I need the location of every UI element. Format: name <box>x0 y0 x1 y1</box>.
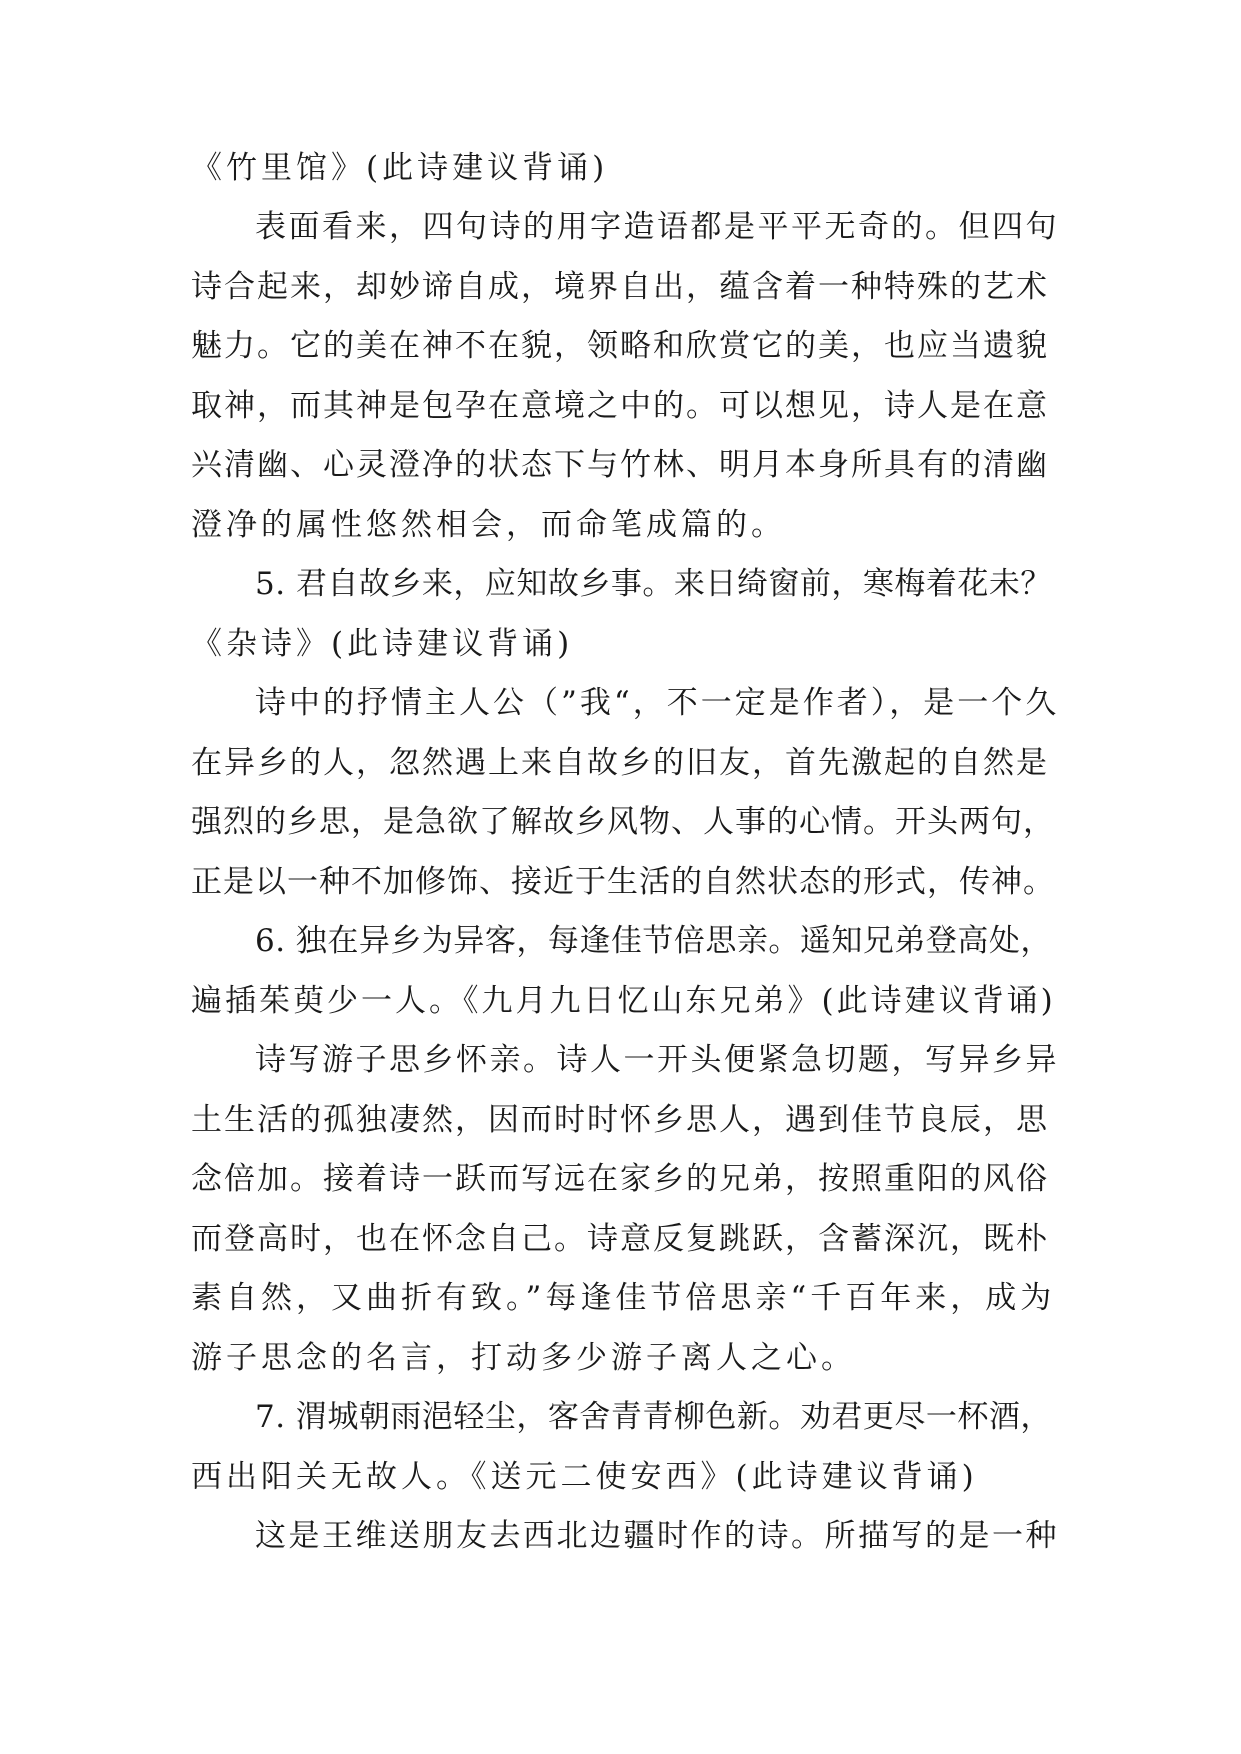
text-line-5: 取神，而其神是包孕在意境之中的。可以想见，诗人是在意 <box>191 388 1049 424</box>
text-line-22: 7. 渭城朝雨浥轻尘，客舍青青柳色新。劝君更尽一杯酒， <box>255 1399 1052 1435</box>
text-line-3: 诗合起来，却妙谛自成，境界自出，蕴含着一种特殊的艺术 <box>191 269 1049 305</box>
text-line-23: 西出阳关无故人。《送元二使安西》(此诗建议背诵) <box>191 1459 978 1495</box>
text-line-21: 游子思念的名言，打动多少游子离人之心。 <box>191 1340 856 1376</box>
text-line-16: 诗写游子思乡怀亲。诗人一开头便紧急切题，写异乡异 <box>255 1042 1059 1078</box>
text-line-12: 强烈的乡思，是急欲了解故乡风物、人事的心情。开头两句， <box>191 804 1055 840</box>
text-line-1: 《竹里馆》(此诗建议背诵) <box>191 150 609 186</box>
text-line-4: 魅力。它的美在神不在貌，领略和欣赏它的美，也应当遗貌 <box>191 328 1049 364</box>
text-line-13: 正是以一种不加修饰、接近于生活的自然状态的形式，传神。 <box>191 864 1055 900</box>
text-line-14: 6. 独在异乡为异客，每逢佳节倍思亲。遥知兄弟登高处， <box>255 923 1052 959</box>
text-line-15: 遍插茱萸少一人。《九月九日忆山东兄弟》(此诗建议背诵) <box>191 983 1056 1019</box>
text-line-24: 这是王维送朋友去西北边疆时作的诗。所描写的是一种 <box>255 1518 1059 1554</box>
text-line-8: 5. 君自故乡来，应知故乡事。来日绮窗前，寒梅着花未？ <box>255 566 1052 602</box>
text-line-18: 念倍加。接着诗一跃而写远在家乡的兄弟，按照重阳的风俗 <box>191 1161 1049 1197</box>
text-line-20: 素自然，又曲折有致。”每逢佳节倍思亲“千百年来，成为 <box>191 1280 1056 1316</box>
text-line-9: 《杂诗》(此诗建议背诵) <box>191 626 574 662</box>
text-line-17: 土生活的孤独凄然，因而时时怀乡思人，遇到佳节良辰，思 <box>191 1102 1049 1138</box>
text-line-19: 而登高时，也在怀念自己。诗意反复跳跃，含蓄深沉，既朴 <box>191 1221 1049 1257</box>
text-line-11: 在异乡的人，忽然遇上来自故乡的旧友，首先激起的自然是 <box>191 745 1049 781</box>
text-line-10: 诗中的抒情主人公（”我“，不一定是作者），是一个久 <box>255 685 1060 721</box>
text-line-2: 表面看来，四句诗的用字造语都是平平无奇的。但四句 <box>255 209 1059 245</box>
text-line-6: 兴清幽、心灵澄净的状态下与竹林、明月本身所具有的清幽 <box>191 447 1049 483</box>
text-line-7: 澄净的属性悠然相会，而命笔成篇的。 <box>191 507 786 543</box>
